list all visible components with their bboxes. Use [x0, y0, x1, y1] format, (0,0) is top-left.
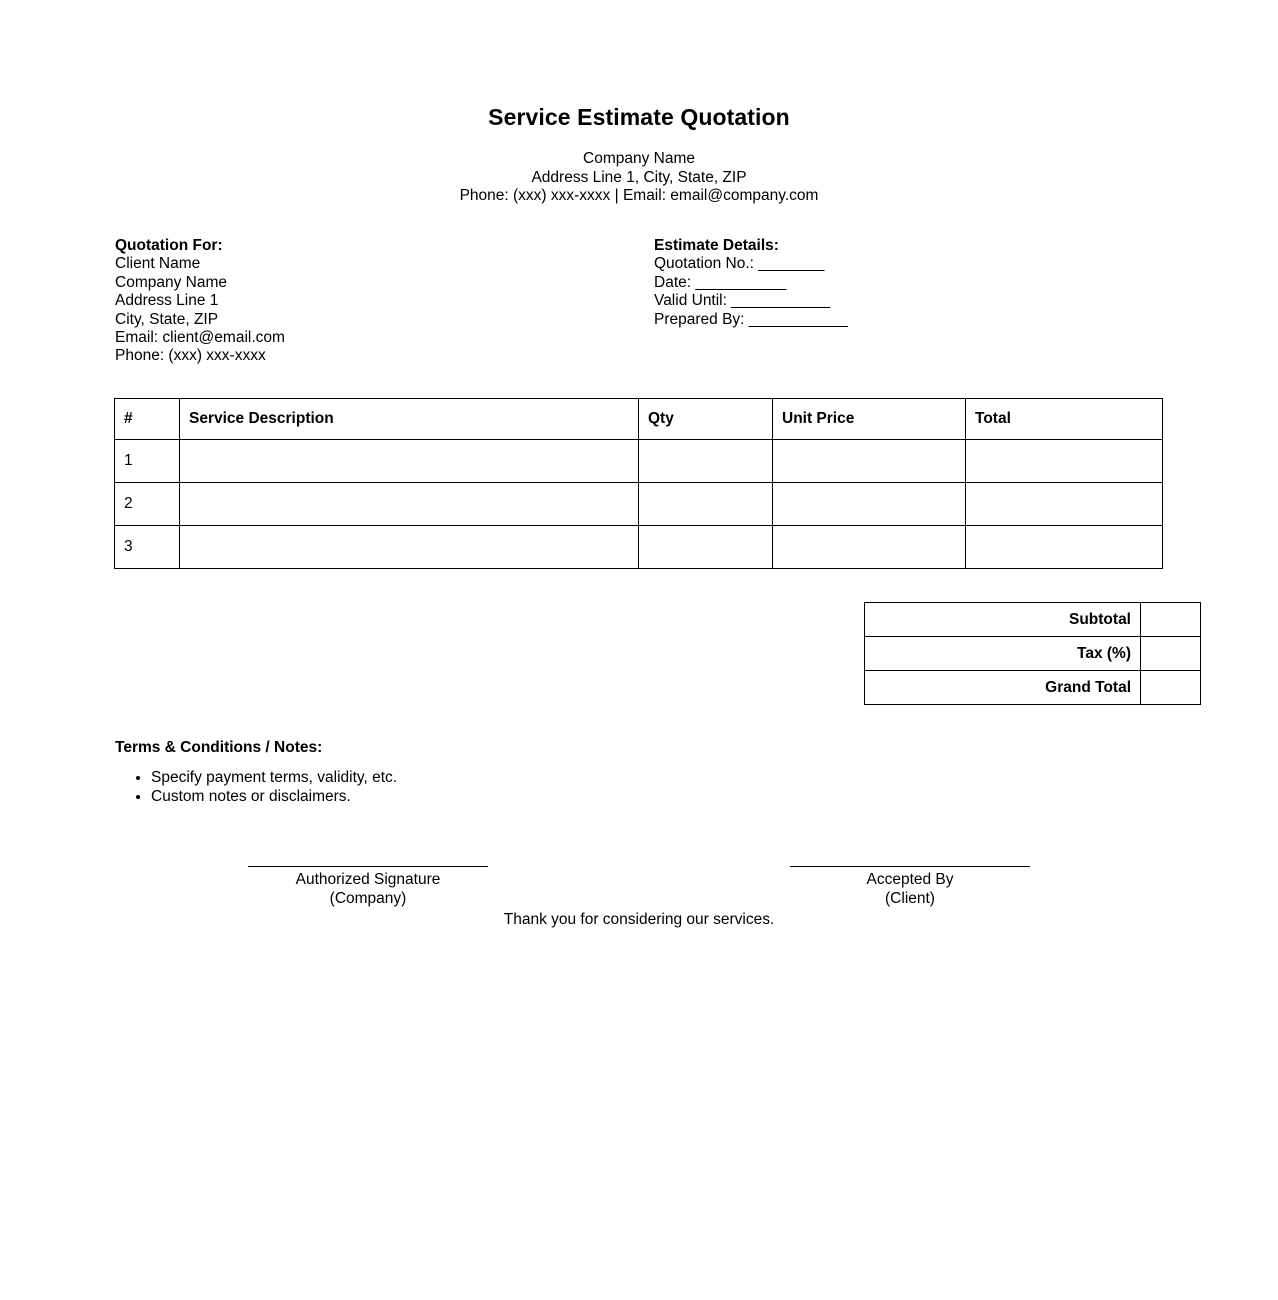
value-grand-total[interactable] [1141, 671, 1201, 705]
column-header-total: Total [966, 399, 1163, 440]
authorized-signature-sublabel: (Company) [329, 889, 407, 907]
cell-unit-price[interactable] [773, 440, 966, 483]
cell-row-number: 2 [115, 483, 180, 526]
company-address: Address Line 1, City, State, ZIP [531, 168, 747, 186]
estimate-details-block [654, 237, 847, 329]
label-grand-total: Grand Total [865, 671, 1141, 705]
cell-total[interactable] [966, 526, 1163, 569]
field-valid-until [654, 292, 847, 310]
cell-row-number: 1 [115, 440, 180, 483]
cell-description[interactable] [180, 526, 639, 569]
client-address-line: Address Line 1 [115, 292, 219, 310]
column-header-service-description: Service Description [180, 399, 639, 440]
value-tax[interactable] [1141, 637, 1201, 671]
cell-description[interactable] [180, 440, 639, 483]
company-header [0, 150, 1278, 206]
field-quotation-no [654, 255, 847, 273]
field-prepared-by-label: Prepared By: [654, 310, 749, 328]
totals-table [864, 602, 1201, 705]
totals-row-subtotal [865, 603, 1201, 637]
field-prepared-by [654, 311, 847, 329]
cell-total[interactable] [966, 440, 1163, 483]
table-row [115, 526, 1163, 569]
field-quotation-no-blank[interactable]: ________ [758, 255, 825, 273]
cell-description[interactable] [180, 483, 639, 526]
quotation-for-block [115, 237, 285, 366]
closing-message: Thank you for considering our services. [503, 911, 775, 928]
field-date-blank[interactable]: ___________ [695, 273, 786, 291]
table-header-row [115, 399, 1163, 440]
company-contact: Phone: (xxx) xxx-xxxx | Email: email@company.com [459, 187, 819, 205]
cell-row-number: 3 [115, 526, 180, 569]
field-prepared-by-blank[interactable]: ____________ [748, 310, 848, 328]
terms-list [115, 768, 397, 806]
client-city-state-zip: City, State, ZIP [115, 310, 219, 328]
column-header-number: # [115, 399, 180, 440]
client-phone: Phone: (xxx) xxx-xxxx [115, 347, 266, 365]
label-subtotal: Subtotal [865, 603, 1141, 637]
cell-qty[interactable] [639, 483, 773, 526]
field-quotation-no-label: Quotation No.: [654, 255, 759, 273]
signature-line[interactable] [248, 866, 488, 867]
value-subtotal[interactable] [1141, 603, 1201, 637]
terms-heading: Terms & Conditions / Notes: [115, 739, 323, 756]
client-email: Email: client@email.com [115, 329, 285, 347]
cell-qty[interactable] [639, 440, 773, 483]
field-date [654, 274, 847, 292]
accepted-by-label: Accepted By [866, 871, 954, 888]
field-valid-until-label: Valid Until: [654, 292, 732, 310]
accepted-by-signature-block [790, 866, 1030, 908]
client-name: Client Name [115, 255, 201, 273]
company-name: Company Name [583, 150, 695, 167]
authorized-signature-block [248, 866, 488, 908]
list-item: • Custom notes or disclaimers. [151, 787, 397, 806]
page-title: Service Estimate Quotation [488, 104, 790, 130]
cell-qty[interactable] [639, 526, 773, 569]
column-header-qty: Qty [639, 399, 773, 440]
authorized-signature-label: Authorized Signature [295, 871, 441, 888]
field-date-label: Date: [654, 273, 696, 291]
column-header-unit-price: Unit Price [773, 399, 966, 440]
totals-row-grand-total [865, 671, 1201, 705]
quotation-for-heading: Quotation For: [115, 237, 223, 254]
label-tax: Tax (%) [865, 637, 1141, 671]
accepted-by-sublabel: (Client) [885, 889, 935, 907]
table-row [115, 483, 1163, 526]
signature-line[interactable] [790, 866, 1030, 867]
cell-unit-price[interactable] [773, 483, 966, 526]
table-row [115, 440, 1163, 483]
estimate-details-heading: Estimate Details: [654, 237, 779, 254]
cell-total[interactable] [966, 483, 1163, 526]
totals-row-tax [865, 637, 1201, 671]
cell-unit-price[interactable] [773, 526, 966, 569]
list-item: • Specify payment terms, validity, etc. [151, 768, 397, 787]
client-company: Company Name [115, 273, 227, 291]
terms-and-conditions [115, 739, 397, 806]
field-valid-until-blank[interactable]: ____________ [731, 292, 830, 310]
service-items-table [114, 398, 1163, 569]
